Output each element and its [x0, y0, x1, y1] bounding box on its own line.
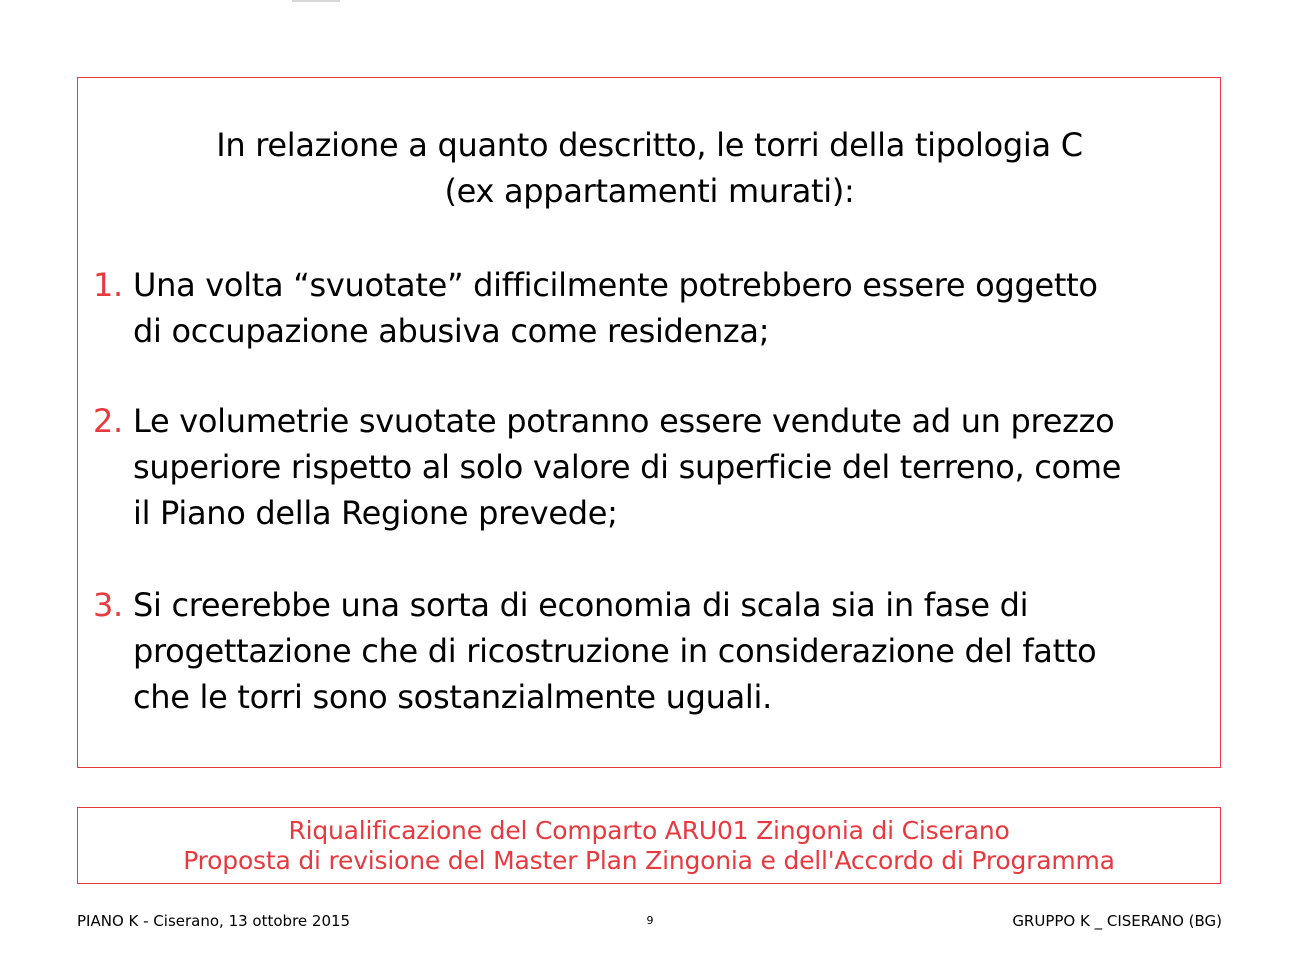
list-item-1 — [93, 262, 1098, 354]
footer-right-text: GRUPPO K _ CISERANO (BG) — [1012, 912, 1222, 930]
list-item-3 — [93, 582, 1096, 720]
list-item-2-line-3: il Piano della Regione prevede; — [133, 494, 618, 532]
list-number-1: 1. — [93, 266, 123, 304]
footer-left-text: PIANO K - Ciserano, 13 ottobre 2015 — [77, 912, 351, 930]
list-item-3-line-2: progettazione che di ricostruzione in considerazione del fatto — [133, 632, 1097, 670]
list-item-2-line-2: superiore rispetto al solo valore di superficie del terreno, come — [133, 448, 1122, 486]
list-item-2 — [93, 398, 1121, 536]
project-title-line-2: Proposta di revisione del Master Plan Zingonia e dell'Accordo di Programma — [183, 846, 1115, 875]
intro-text — [0, 122, 1299, 214]
top-decoration — [292, 0, 340, 2]
project-title-box — [77, 807, 1221, 884]
list-item-2-line-1: Le volumetrie svuotate potranno essere vendute ad un prezzo — [133, 402, 1115, 440]
intro-line-1: In relazione a quanto descritto, le torri della tipologia C — [216, 126, 1083, 164]
list-number-3: 3. — [93, 586, 123, 624]
list-number-2: 2. — [93, 402, 123, 440]
list-item-3-line-1: Si creerebbe una sorta di economia di scala sia in fase di — [133, 586, 1029, 624]
list-item-1-line-1: Una volta “svuotate” difficilmente potrebbero essere oggetto — [133, 266, 1098, 304]
page-number: 9 — [646, 914, 654, 927]
project-title-line-1: Riqualificazione del Comparto ARU01 Zingonia di Ciserano — [288, 816, 1010, 845]
list-item-3-line-3: che le torri sono sostanzialmente uguali. — [133, 678, 772, 716]
list-item-1-line-2: di occupazione abusiva come residenza; — [133, 312, 770, 350]
intro-line-2: (ex appartamenti murati): — [444, 172, 855, 210]
